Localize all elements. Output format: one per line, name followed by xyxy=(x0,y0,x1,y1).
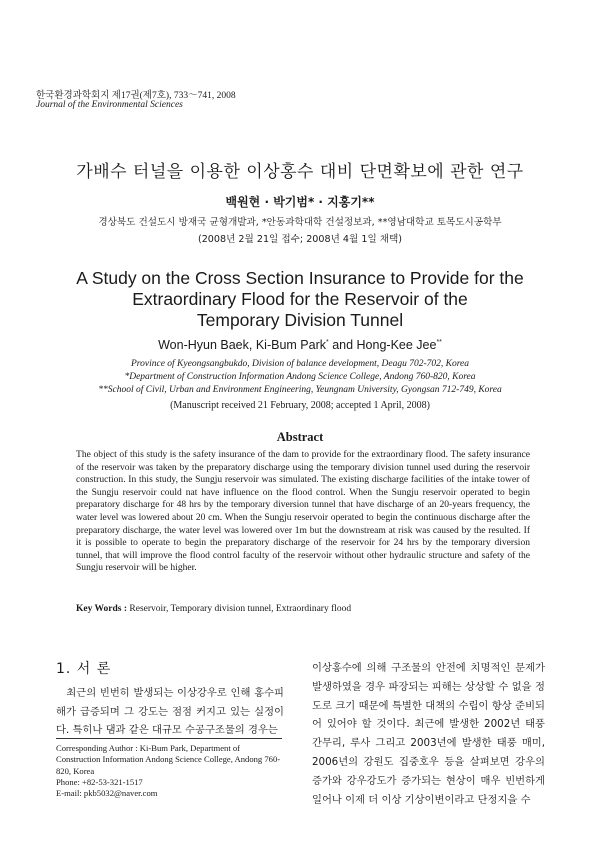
right-column xyxy=(312,659,545,809)
corresponding-author: Corresponding Author : Ki-Bum Park, Department of Construction Information Andong Science College, Andong 760-820, Korea xyxy=(56,743,281,776)
dates-korean: (2008년 2월 21일 접수; 2008년 4월 1일 채택) xyxy=(197,234,403,245)
affiliations-english xyxy=(0,358,600,397)
keywords-text: Reservoir, Temporary division tunnel, Extraordinary flood xyxy=(127,604,352,614)
affiliation-line: **School of Civil, Urban and Environment Engineering, Yeungnam University, Gyongsan 712-749, Korea xyxy=(98,385,502,395)
keywords xyxy=(76,604,530,614)
affiliation-mark: ** xyxy=(436,338,442,346)
section-heading: 1. 서 론 xyxy=(56,661,112,677)
author-names: and Hong-Kee Jee xyxy=(328,338,437,352)
paper-title-english xyxy=(40,268,560,331)
author-names: Won-Hyun Baek, Ki-Bum Park xyxy=(158,338,326,352)
left-column xyxy=(56,684,284,740)
abstract-body: The object of this study is the safety insurance of the dam to provide for the extraordinary flood. The safety insurance of the reservoir was taken by the preparatory discharge using the temporary division tunnel used during the reservoir construction. In this study, the Sungju reservoir was simulated. The existing discharge facilities of the intake tower of the Sungju reservoir could nat have influence on the flood control. When the Sungju reservoir operated to begin preparatory discharge for 48 hrs by the temporary diversion tunnel that have discharge of an 20-years frequency, the water level was lowered about 20 cm. When the Sungju reservoir operated to begin the continuous discharge after the preparatory discharge, the water level was lowered over 1m but the downstream at risk was caused by the resulted. If it is possible to operate to begin the preparatory discharge of the reservoir for 24 hrs by the temporary diversion tunnel, that will improve the flood control faculty of the reservoir without other hydraulic structure and safety of the Sungju reservoir will be higher. xyxy=(76,449,530,574)
affiliation-line: *Department of Construction Information Andong Science College, Andong 760-820, Korea xyxy=(124,372,476,382)
abstract-heading: Abstract xyxy=(276,430,324,444)
title-line: Extraordinary Flood for the Reservoir of the xyxy=(132,289,468,309)
email: E-mail: pkb5032@naver.com xyxy=(56,788,158,799)
paragraph: 이상홍수에 의해 구조물의 안전에 치명적인 문제가 발생하였을 경우 파장되는 피해는 상상할 수 없을 정도로 크기 때문에 특별한 대책의 수립이 항상 준비되어 있어야 할 것이다. 최근에 발생한 2002년 태풍 간무리, 루사 그리고 2003년에 발생한 태풍 매미, 2006년의 강원도 집중호우 등을 살펴보면 강우의 증가와 강우강도가 증가되는 현상이 매우 빈번하게 일어나 이제 더 이상 기상이변이라고 단정지을 수 xyxy=(312,662,545,806)
paragraph: 최근의 빈번히 발생되는 이상강우로 인해 홍수피해가 급증되며 그 강도는 점점 커지고 있는 실정이다. 특히나 댐과 같은 대규모 수공구조물의 경우는 xyxy=(56,687,284,736)
authors-english xyxy=(0,338,600,352)
affiliations-korean: 경상북도 건설도시 방재국 균형개발과, *안동과학대학 건설정보과, **영남대학교 토목도시공학부 xyxy=(98,217,502,228)
affiliation-mark: * xyxy=(325,338,329,346)
journal-name: Journal of the Environmental Sciences xyxy=(36,100,183,110)
dates-english: (Manuscript received 21 February, 2008; accepted 1 April, 2008) xyxy=(170,400,430,411)
title-line: A Study on the Cross Section Insurance to Provide for the xyxy=(76,268,524,288)
affiliation-line: Province of Kyeongsangbukdo, Division of balance development, Deagu 702-702, Korea xyxy=(130,359,470,369)
paper-title-korean: 가배수 터널을 이용한 이상홍수 대비 단면확보에 관한 연구 xyxy=(76,162,524,182)
footnote xyxy=(56,743,284,799)
authors-korean: 백원현 · 박기범* · 지홍기** xyxy=(225,195,375,209)
keywords-label: Key Words : xyxy=(76,604,128,614)
footnote-divider xyxy=(56,738,282,739)
title-line: Temporary Division Tunnel xyxy=(196,310,404,330)
phone: Phone: +82-53-321-1517 xyxy=(56,776,143,787)
journal-citation: 한국환경과학회지 제17권(제7호), 733～741, 2008 xyxy=(36,91,236,101)
